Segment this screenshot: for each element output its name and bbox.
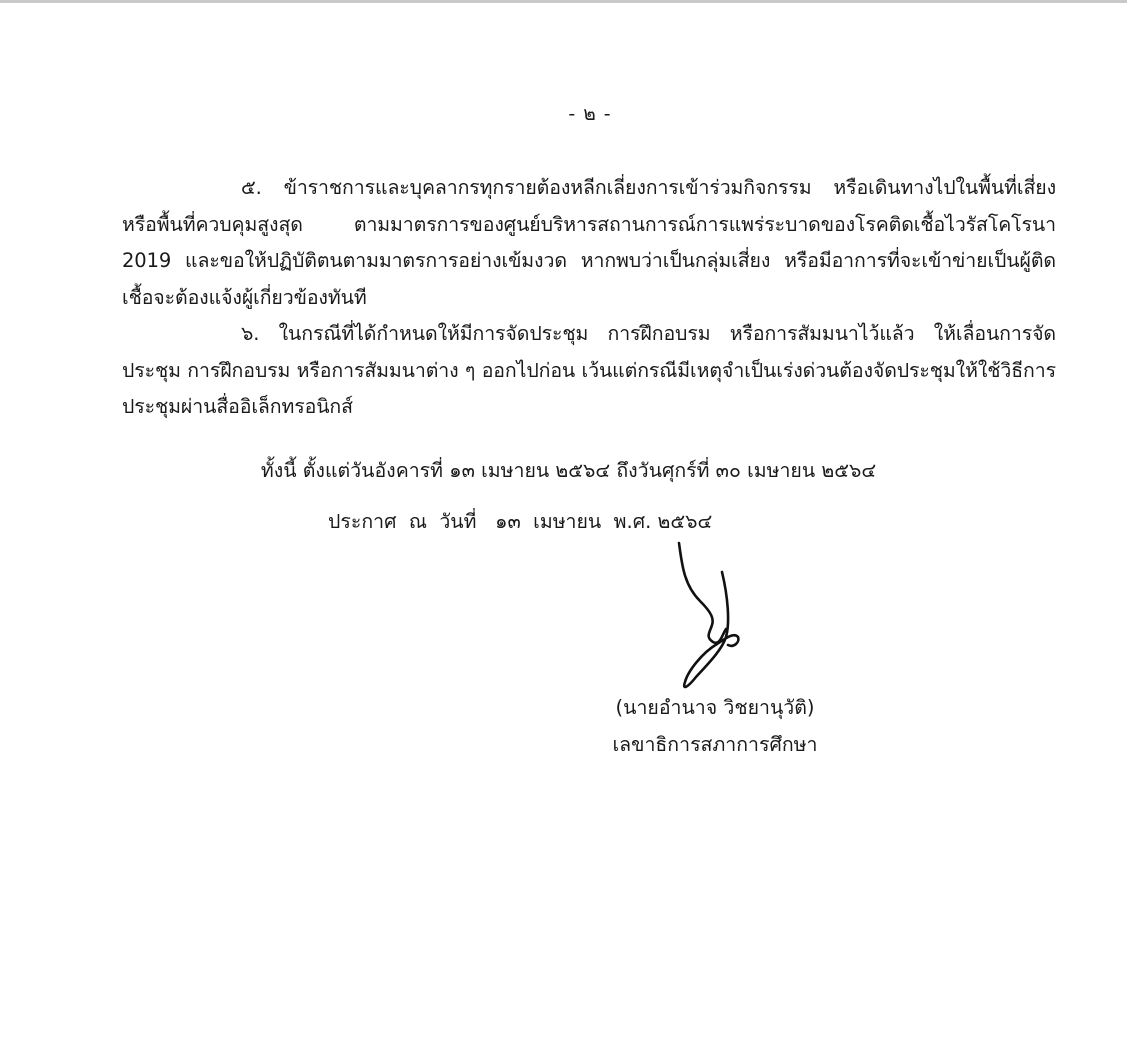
signer-name: (นายอำนาจ วิชยานุวัติ) [615,696,815,719]
paragraph-item-5: ๕. ข้าราชการและบุคลากรทุกรายต้องหลีกเลี่ยงการเข้าร่วมกิจกรรม หรือเดินทางไปในพื้นที่เสี่ยง หรือพื้นที่ควบคุมสูงสุด ตามมาตรการของศูนย์บริหารสถานการณ์การแพร่ระบาดของโรคติดเชื้อไวรัสโคโรนา 2019 และขอให้ปฏิบัติตนตามมาตรการอย่างเข้มงวด หากพบว่าเป็นกลุ่มเสี่ยง หรือมีอาการที่จะเข้าข่ายเป็นผู้ติดเชื้อจะต้องแจ้งผู้เกี่ยวข้องทันที [122,176,1056,309]
paragraph-item-6: ๖. ในกรณีที่ได้กำหนดให้มีการจัดประชุม การฝึกอบรม หรือการสัมมนาไว้แล้ว ให้เลื่อนการจัดประชุม การฝึกอบรม หรือการสัมมนาต่าง ๆ ออกไปก่อน เว้นแต่กรณีมีเหตุจำเป็นเร่งด่วนต้องจัดประชุมให้ใช้วิธีการประชุมผ่านสื่ออิเล็กทรอนิกส์ [122,322,1056,418]
announcement-date: ประกาศ ณ วันที่ ๑๓ เมษายน พ.ศ. ๒๕๖๔ [328,510,713,533]
effective-period: ทั้งนี้ ตั้งแต่วันอังคารที่ ๑๓ เมษายน ๒๕๖๔ ถึงวันศุกร์ที่ ๓๐ เมษายน ๒๕๖๔ [260,459,877,482]
signer-title: เลขาธิการสภาการศึกษา [612,733,818,756]
page-number: - ๒ - [568,103,612,125]
signature-image [660,535,770,695]
